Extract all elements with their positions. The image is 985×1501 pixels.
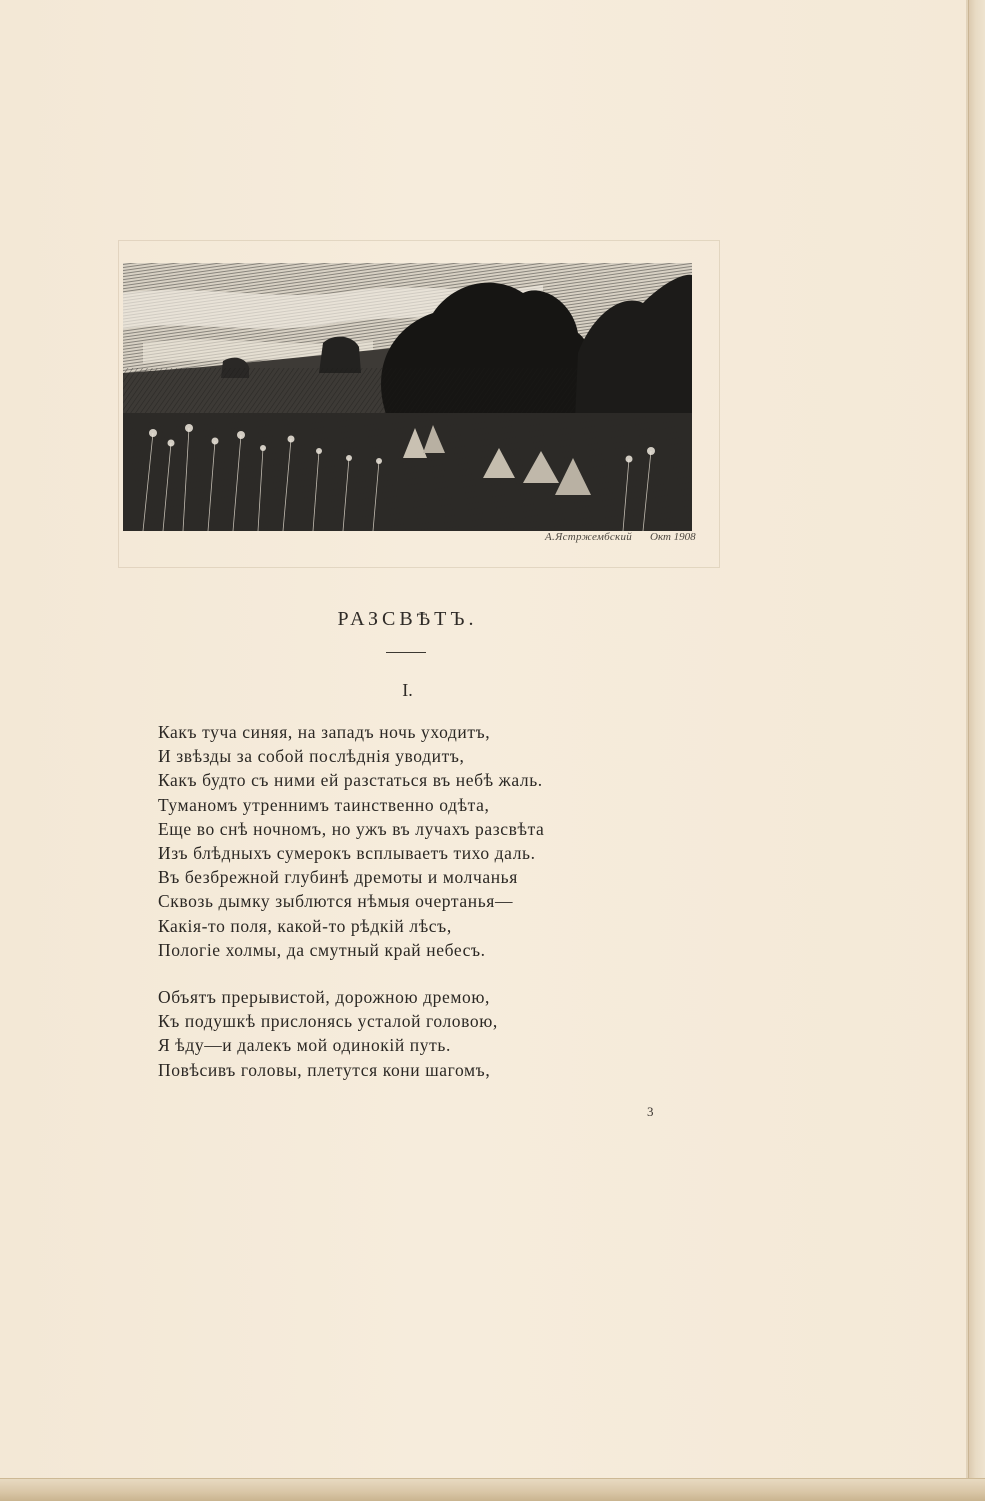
etching-date: Окт 1908 [650, 531, 696, 543]
poem-line: Туманомъ утреннимъ таинственно одѣта, [158, 794, 490, 815]
poem-line: Сквозь дымку зыблются нѣмыя очертанья— [158, 891, 514, 912]
page-edge-right [968, 0, 985, 1500]
landscape-etching [123, 263, 692, 531]
page-edge-bottom [0, 1478, 985, 1501]
title-rule [386, 652, 426, 653]
page-number: 3 [647, 1104, 654, 1119]
poem-line: И звѣзды за собой послѣднія уводитъ, [158, 746, 465, 767]
poem-title: РАЗСВѢТЪ. [337, 608, 478, 630]
poem-line: Изъ блѣдныхъ сумерокъ всплываетъ тихо даль. [158, 843, 536, 864]
poem-line: Объятъ прерывистой, дорожною дремою, [158, 987, 491, 1007]
poem-line: Къ подушкѣ прислонясь усталой головою, [158, 1011, 498, 1032]
poem-line: Какъ туча синяя, на западъ ночь уходитъ, [158, 722, 491, 742]
poem-line: Повѣсивъ головы, плетутся кони шагомъ, [158, 1059, 491, 1080]
poem-line: Я ѣду—и далекъ мой одинокій путь. [158, 1035, 451, 1056]
poem-line: Еще во снѣ ночномъ, но ужъ въ лучахъ разсвѣта [158, 818, 545, 839]
poem-line: Какъ будто съ ними ей разстаться въ небѣ жаль. [158, 770, 543, 791]
section-number: I. [402, 680, 413, 700]
stanza-2 [158, 985, 498, 1082]
poem-line: Пологіе холмы, да смутный край небесъ. [158, 939, 486, 960]
poem-line: Какія-то поля, какой-то рѣдкій лѣсъ, [158, 915, 452, 936]
poem-line: Въ безбрежной глубинѣ дремоты и молчанья [158, 867, 518, 888]
stanza-1 [158, 720, 544, 962]
etching-signature: А.Ястржембский [545, 531, 633, 543]
